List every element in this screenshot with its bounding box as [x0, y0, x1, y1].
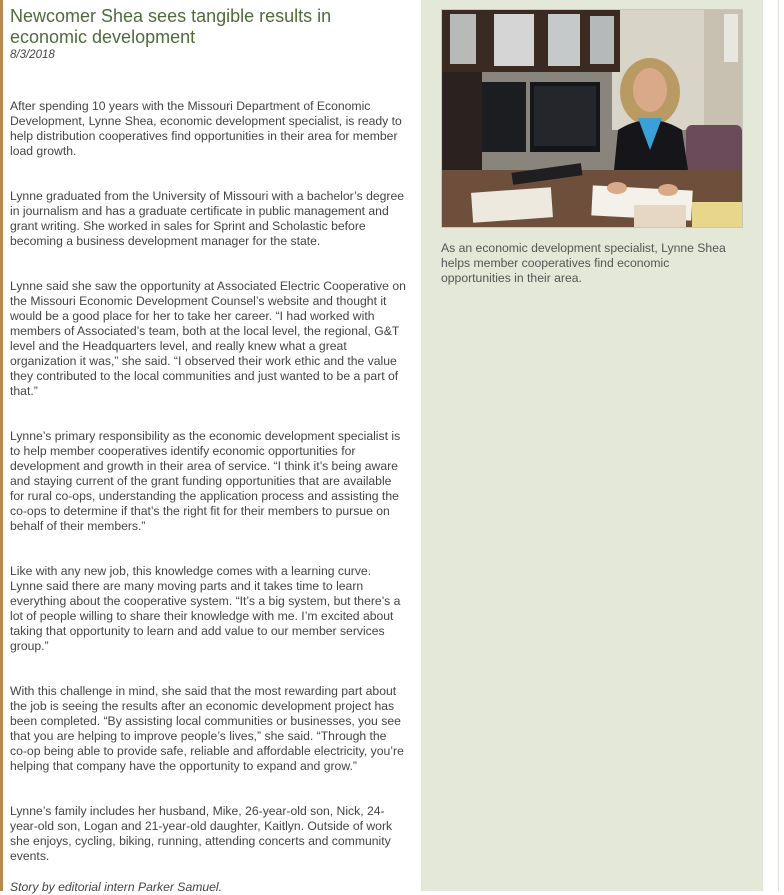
- photo-caption: As an economic development specialist, Lynne Shea helps member cooperatives find economic opportunities in their area.: [441, 241, 726, 285]
- article-paragraph: Lynne’s family includes her husband, Mike, 26-year-old son, Nick, 24-year-old son, Logan and 21-year-old daughter, Kaitlyn. Outside of work she enjoys, cycling, biking, running, attending concerts and community events.: [10, 804, 393, 863]
- article-paragraph: Lynne graduated from the University of Missouri with a bachelor’s degree in journalism and has a graduate certificate in public management and grant writing. She worked in sales for Sprint and Scholastic before becoming a business development manager for the state.: [10, 189, 405, 248]
- left-accent-rule: [0, 0, 3, 891]
- photo-illustration: [442, 10, 742, 227]
- page-right-margin: [763, 0, 784, 891]
- article-body: [10, 6, 406, 895]
- article-paragraph: Like with any new job, this knowledge comes with a learning curve. Lynne said there are many moving parts and it takes time to learn everything about the cooperative system. “It’s a big system, but there’s a lot of people willing to share their knowledge with me. I’m excited about taking that opportunity to learn and add value to our member services group.”: [10, 564, 401, 653]
- article-paragraph: After spending 10 years with the Missouri Department of Economic Development, Lynne Shea, economic development specialist, is ready to help distribution cooperatives find opportunities in their area for member load growth.: [10, 99, 402, 158]
- article-paragraph: With this challenge in mind, she said that the most rewarding part about the job is seeing the results after an economic development project has been completed. “By assisting local communities or businesses, you see that you are helping to improve people’s lives,” she said. “Through the co-op being able to provide safe, reliable and affordable electricity, you’re helping that company have the opportunity to expand and grow.”: [10, 684, 404, 773]
- article-date: 8/3/2018: [10, 49, 55, 61]
- article-byline: Story by editorial intern Parker Samuel.: [10, 880, 223, 894]
- article-paragraph: Lynne said she saw the opportunity at Associated Electric Cooperative on the Missouri Economic Development Counsel’s website and thought it would be a good place for her to take her career. “I had worked with members of Associated’s team, both at the local level, the regional, G&T level and the Headquarters level, and really knew what a great organization it was,” she said. “I observed their work ethic and the value they contributed to the local communities and just wanted to be a part of that.”: [10, 279, 406, 398]
- article-paragraph: Lynne’s primary responsibility as the economic development specialist is to help member cooperatives identify economic opportunities for development and growth in their area of service. “I think it’s being aware and staying current of the grant funding opportunities that are available for rural co-ops, understanding the application process and assisting the co-ops to determine if that’s the right fit for their members to pursue on behalf of their members.”: [10, 429, 401, 533]
- sidebar: [421, 0, 763, 891]
- page-edge-line: [778, 0, 779, 891]
- article-title: Newcomer Shea sees tangible results in economic development: [10, 6, 332, 47]
- photo-lynne-shea: [441, 9, 743, 228]
